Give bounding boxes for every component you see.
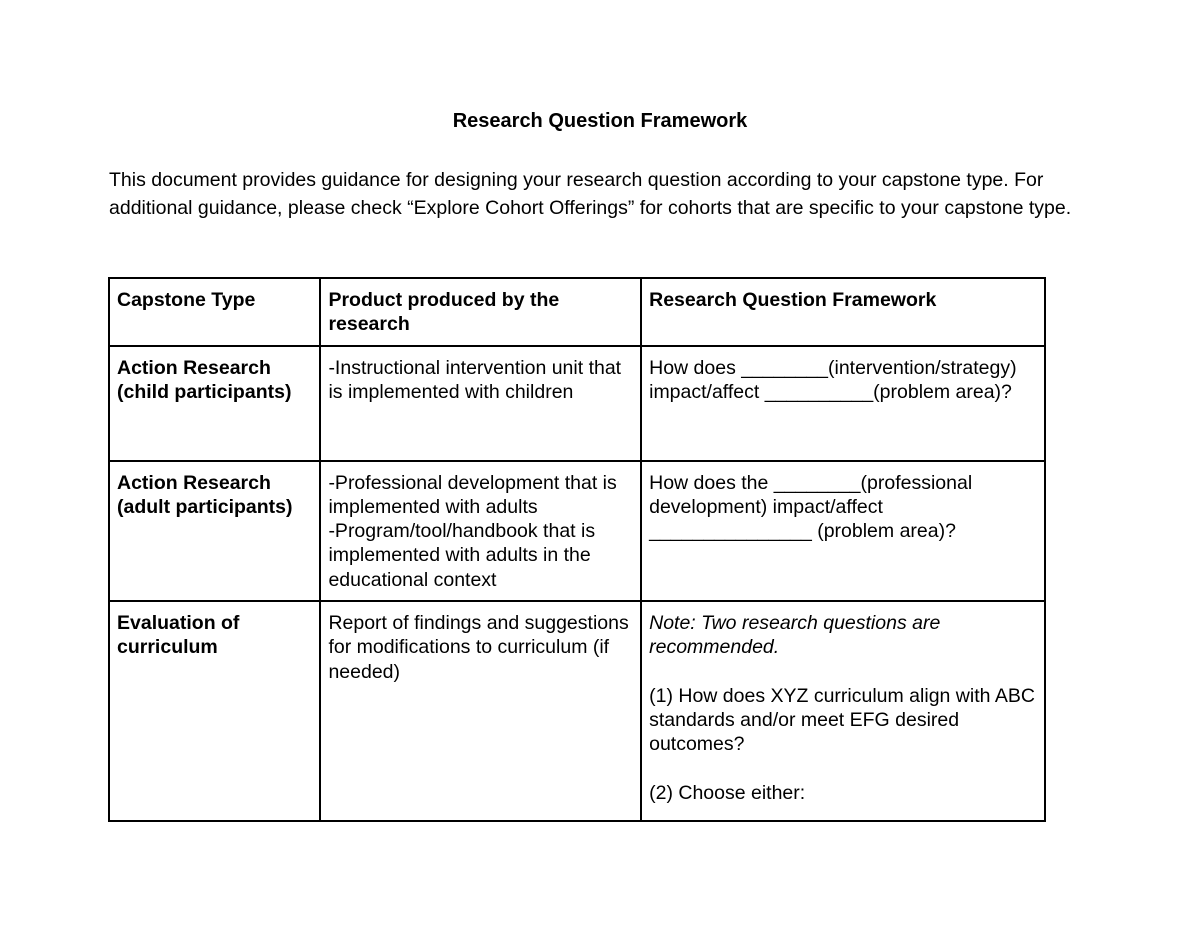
capstone-type-cell: Action Research (child participants) <box>109 346 320 461</box>
framework-note: Note: Two research questions are recommended. <box>649 612 941 659</box>
table-row <box>109 461 1045 601</box>
product-cell <box>320 461 641 601</box>
framework-question-2: (2) Choose either: <box>649 781 806 804</box>
intro-text: This document provides guidance for designing your research question according to your capstone type. For additional guidance, please check “Explore Cohort Offerings” for cohorts that are specific to your capstone type. <box>109 169 1072 219</box>
framework-table <box>108 277 1046 822</box>
document-title: Research Question Framework <box>452 110 748 132</box>
capstone-type-cell: Action Research (adult participants) <box>109 461 320 601</box>
framework-cell: How does the ________(professional development) impact/affect _______________ (problem area)? <box>641 461 1045 601</box>
table-row <box>109 346 1045 461</box>
framework-cell: How does ________(intervention/strategy) impact/affect __________(problem area)? <box>641 346 1045 461</box>
product-cell: -Instructional intervention unit that is implemented with children <box>320 346 641 461</box>
spacer <box>649 660 1037 684</box>
product-line: -Program/tool/handbook that is implemented with adults in the educational context <box>328 520 596 591</box>
framework-cell <box>641 601 1045 821</box>
header-capstone-type: Capstone Type <box>109 278 320 346</box>
table-header-row <box>109 278 1045 346</box>
table-row <box>109 601 1045 821</box>
product-line: -Professional development that is implemented with adults <box>328 471 617 518</box>
product-cell: Report of findings and suggestions for modifications to curriculum (if needed) <box>320 601 641 821</box>
spacer <box>649 757 1037 781</box>
header-product: Product produced by the research <box>320 278 641 346</box>
header-research-question-framework: Research Question Framework <box>641 278 1045 346</box>
framework-question-1: (1) How does XYZ curriculum align with ABC standards and/or meet EFG desired outcomes? <box>649 684 1035 756</box>
intro-paragraph <box>109 166 1109 222</box>
capstone-type-cell: Evaluation of curriculum <box>109 601 320 821</box>
